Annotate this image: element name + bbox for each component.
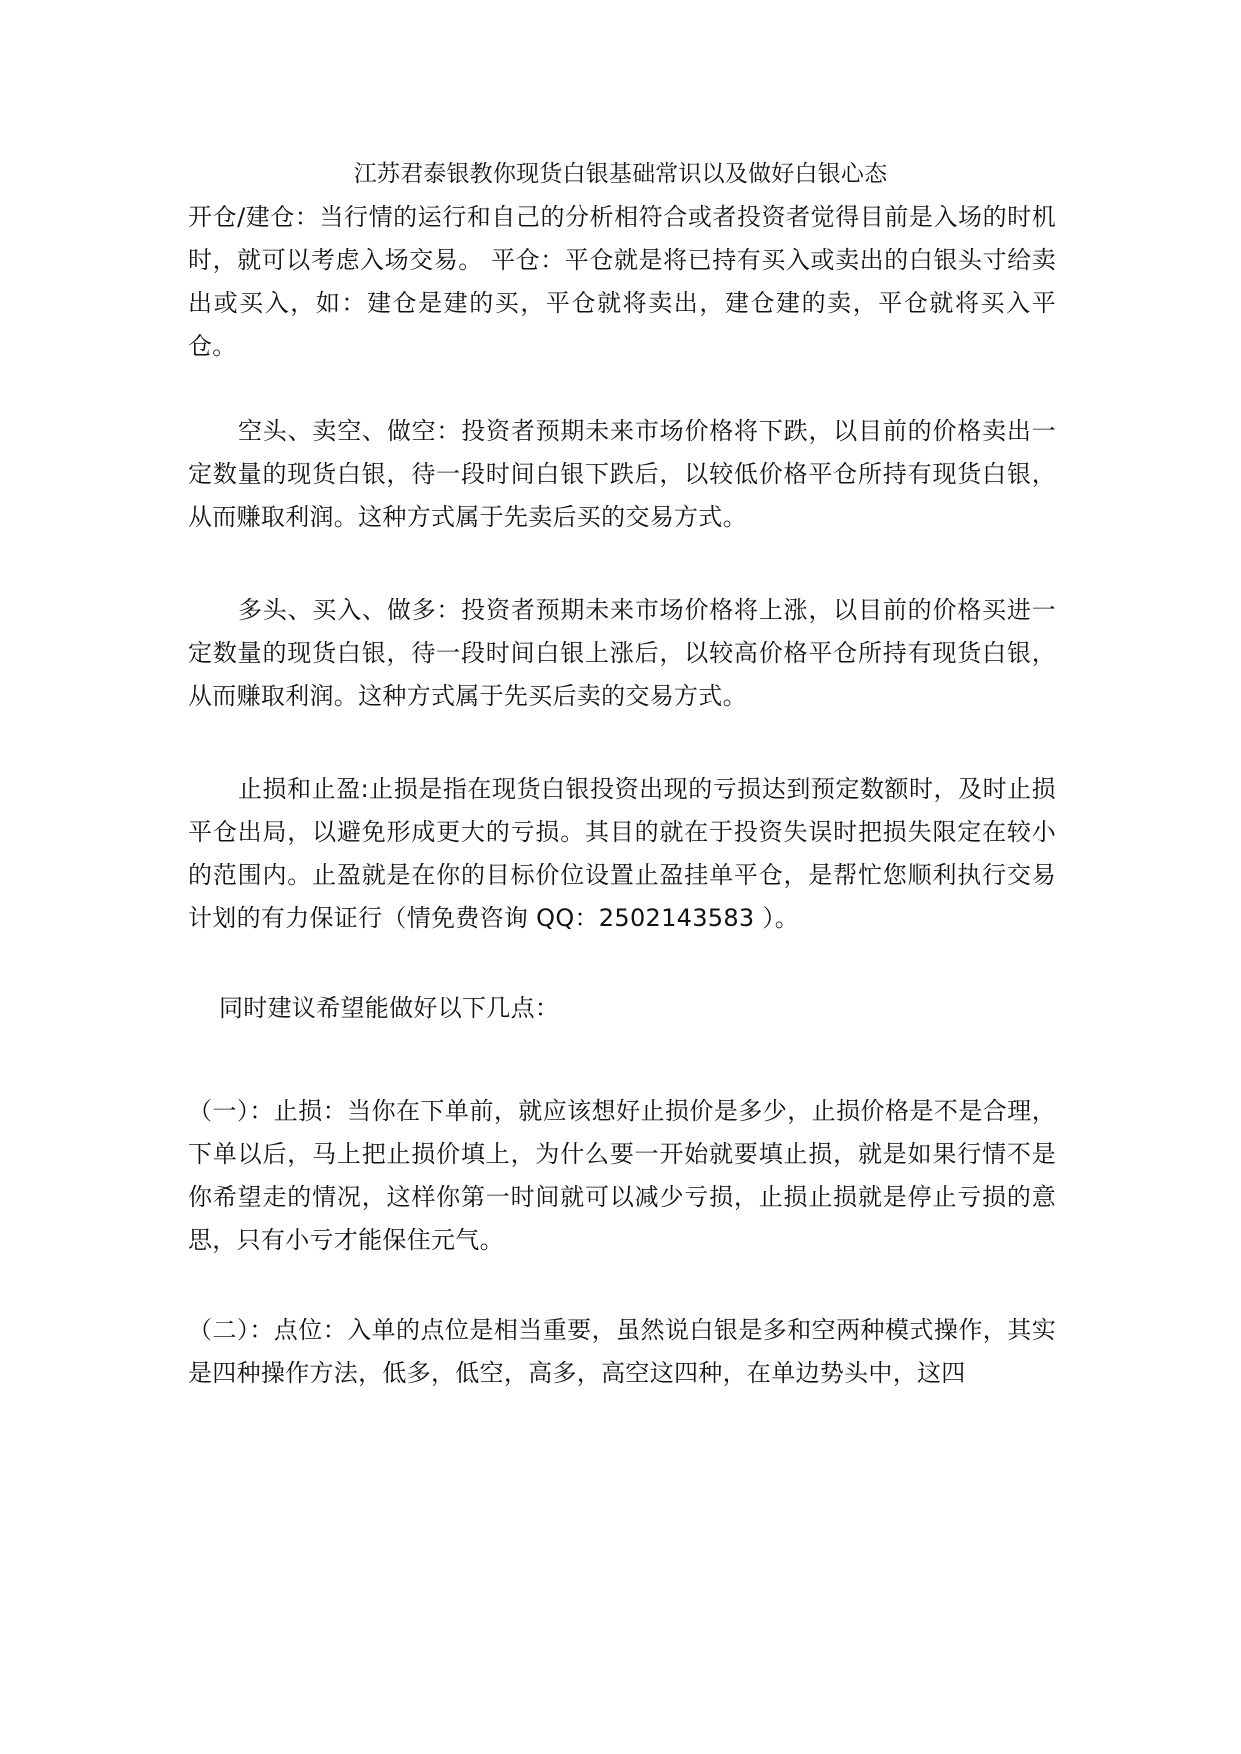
paragraph-long-buying: 多头、买入、做多：投资者预期未来市场价格将上涨，以目前的价格买进一定数量的现货白银，待一段时间白银上涨后，以较高价格平仓所持有现货白银，从而赚取利润。这种方式属于先买后卖的交易方式。 — [188, 596, 1056, 710]
paragraph-point-two-entry-level: （二）：点位：入单的点位是相当重要，虽然说白银是多和空两种模式操作，其实是四种操作方法，低多，低空，高多，高空这四种，在单边势头中，这四 — [188, 1316, 1056, 1387]
paragraph-short-selling: 空头、卖空、做空：投资者预期未来市场价格将下跌，以目前的价格卖出一定数量的现货白银，待一段时间白银下跌后，以较低价格平仓所持有现货白银，从而赚取利润。这种方式属于先卖后买的交易方式。 — [188, 417, 1056, 531]
paragraph-stop-loss-take-profit: 止损和止盈:止损是指在现货白银投资出现的亏损达到预定数额时，及时止损平仓出局，以避免形成更大的亏损。其目的就在于投资失误时把损失限定在较小的范围内。止盈就是在你的目标价位设置止盈挂单平仓，是帮忙您顺利执行交易计划的有力保证行（情免费咨询 QQ：2502143583 ）。 — [188, 775, 1056, 932]
paragraph-point-one-stop-loss: （一）：止损：当你在下单前，就应该想好止损价是多少，止损价格是不是合理，下单以后，马上把止损价填上，为什么要一开始就要填止损，就是如果行情不是你希望走的情况，这样你第一时间就可以减少亏损，止损止损就是停止亏损的意思，只有小亏才能保住元气。 — [188, 1097, 1056, 1254]
paragraph-open-close-position: 开仓/建仓：当行情的运行和自己的分析相符合或者投资者觉得目前是入场的时机时，就可以考虑入场交易。 平仓：平仓就是将已持有买入或卖出的白银头寸给卖出或买入，如：建仓是建的买，平仓就将卖出，建仓建的卖，平仓就将买入平仓。 — [188, 203, 1056, 360]
paragraph-suggestions-intro: 同时建议希望能做好以下几点： — [219, 994, 560, 1022]
document-title: 江苏君泰银教你现货白银基础常识以及做好白银心态 — [353, 161, 888, 187]
